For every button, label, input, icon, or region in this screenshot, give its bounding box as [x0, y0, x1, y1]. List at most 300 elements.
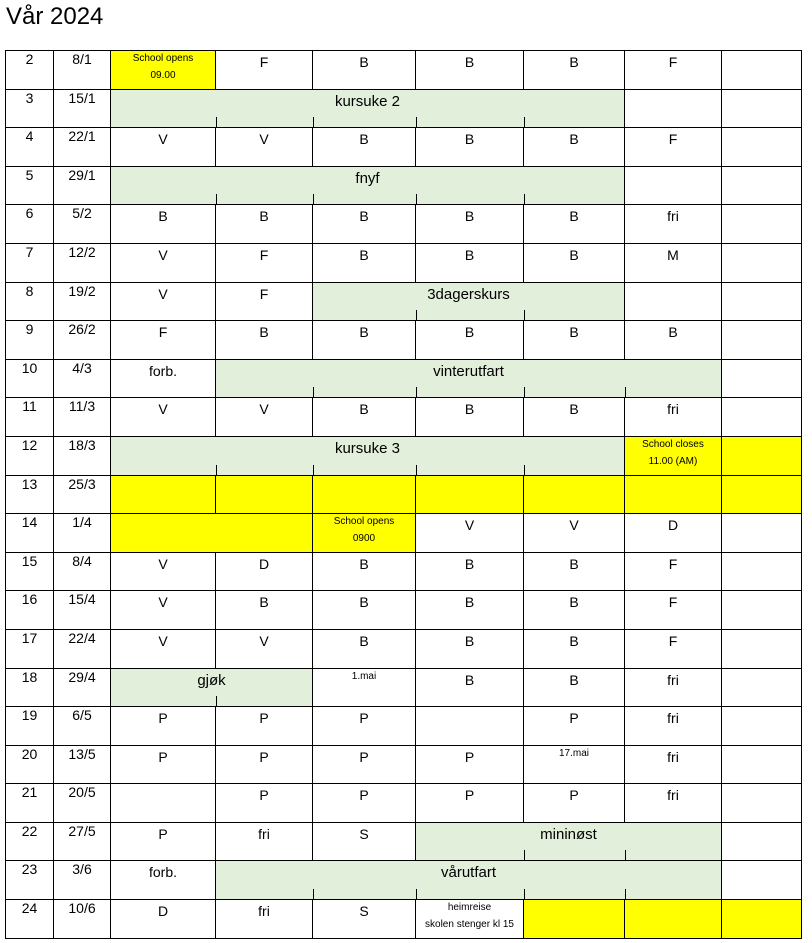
cell-text: vinterutfart	[433, 362, 504, 380]
day-cell	[111, 398, 216, 437]
day-divider-tick	[524, 117, 525, 127]
week-date: 19/2	[54, 282, 111, 321]
day-cell	[216, 900, 313, 939]
day-cell	[216, 243, 313, 282]
cell-text: P	[464, 787, 475, 804]
cell-text: V	[158, 555, 168, 572]
day-cell	[216, 321, 313, 360]
day-cell	[111, 321, 216, 360]
table-row	[6, 166, 802, 205]
day-cell	[722, 707, 802, 746]
week-date: 22/1	[54, 128, 111, 167]
day-cell	[524, 128, 625, 167]
week-number: 7	[6, 243, 54, 282]
cell-text: fri	[258, 825, 270, 842]
day-cell	[722, 205, 802, 244]
cell-text	[722, 90, 801, 93]
cell-text: V	[158, 131, 168, 148]
day-cell	[111, 822, 216, 861]
day-divider-tick	[625, 889, 626, 899]
day-cell	[313, 900, 416, 939]
day-cell	[625, 475, 722, 514]
day-cell	[416, 629, 524, 668]
day-cell	[524, 552, 625, 591]
day-cell	[216, 707, 313, 746]
cell-text: B	[668, 324, 678, 341]
day-divider-tick	[416, 310, 417, 320]
day-divider-tick	[313, 387, 314, 397]
cell-text: fnyf	[355, 169, 380, 187]
day-cell	[625, 282, 722, 321]
day-cell	[313, 205, 416, 244]
cell-text: F	[158, 324, 168, 341]
day-divider-tick	[416, 465, 417, 475]
day-cell	[313, 591, 416, 630]
day-cell	[313, 707, 416, 746]
day-divider-tick	[524, 465, 525, 475]
week-date: 15/1	[54, 89, 111, 128]
cell-text	[722, 707, 801, 710]
table-row	[6, 321, 802, 360]
week-number: 2	[6, 51, 54, 90]
day-cell	[524, 321, 625, 360]
day-cell	[111, 128, 216, 167]
week-date: 8/4	[54, 552, 111, 591]
cell-text	[722, 437, 801, 440]
table-row	[6, 51, 802, 90]
cell-text: B	[464, 246, 475, 263]
day-cell	[111, 591, 216, 630]
day-cell	[625, 321, 722, 360]
day-cell	[313, 398, 416, 437]
cell-text: fri	[667, 401, 679, 418]
cell-text	[722, 669, 801, 672]
week-date: 3/6	[54, 861, 111, 900]
day-cell	[524, 51, 625, 90]
day-cell	[625, 243, 722, 282]
table-row	[6, 243, 802, 282]
cell-text: V	[158, 632, 168, 649]
cell-text: B	[464, 401, 475, 418]
cell-text	[722, 630, 801, 633]
cell-text: B	[359, 208, 369, 225]
cell-text	[722, 746, 801, 749]
cell-text: P	[569, 710, 579, 727]
day-cell	[722, 89, 802, 128]
cell-text: 17.mai	[558, 747, 589, 759]
cell-text	[722, 823, 801, 826]
cell-text: D	[157, 903, 169, 920]
cell-text: P	[359, 748, 369, 765]
week-number: 3	[6, 89, 54, 128]
day-divider-tick	[216, 696, 217, 706]
day-cell	[313, 243, 416, 282]
day-cell	[722, 243, 802, 282]
day-cell	[625, 668, 722, 707]
cell-text: P	[259, 710, 269, 727]
cell-text: S	[359, 825, 369, 842]
cell-text	[722, 360, 801, 363]
day-cell	[722, 166, 802, 205]
day-cell	[313, 514, 416, 553]
day-cell	[111, 514, 313, 553]
cell-text: V	[259, 632, 269, 649]
day-cell	[625, 51, 722, 90]
day-cell	[416, 205, 524, 244]
cell-text	[625, 167, 721, 170]
day-cell	[111, 784, 216, 823]
table-row	[6, 398, 802, 437]
day-divider-tick	[216, 117, 217, 127]
cell-text: V	[158, 401, 168, 418]
day-cell	[111, 707, 216, 746]
page-title: Vår 2024	[6, 3, 104, 30]
cell-text: S	[359, 903, 369, 920]
cell-text: B	[359, 594, 369, 611]
cell-subtext: skolen stenger kl 15	[425, 919, 514, 931]
day-divider-tick	[625, 387, 626, 397]
table-row	[6, 707, 802, 746]
table-row	[6, 861, 802, 900]
day-cell	[625, 784, 722, 823]
cell-text: School closes	[642, 438, 704, 450]
day-cell	[524, 745, 625, 784]
day-cell	[416, 784, 524, 823]
day-cell	[722, 784, 802, 823]
day-cell	[313, 784, 416, 823]
day-cell	[416, 128, 524, 167]
cell-text: P	[259, 748, 269, 765]
week-date: 8/1	[54, 51, 111, 90]
cell-text: B	[569, 555, 579, 572]
table-row	[6, 282, 802, 321]
week-number: 23	[6, 861, 54, 900]
week-number: 13	[6, 475, 54, 514]
day-cell	[416, 51, 524, 90]
cell-text: F	[668, 632, 678, 649]
cell-text: F	[668, 54, 678, 70]
cell-text: V	[158, 285, 168, 302]
day-divider-tick	[416, 194, 417, 204]
day-divider-tick	[313, 889, 314, 899]
cell-text: kursuke 2	[334, 92, 401, 110]
cell-text: B	[569, 208, 579, 225]
cell-text: 3dagerskurs	[427, 285, 510, 303]
day-cell	[313, 668, 416, 707]
cell-text: B	[569, 594, 579, 611]
cell-text: B	[259, 594, 269, 611]
cell-text: kursuke 3	[334, 439, 401, 457]
day-cell	[524, 668, 625, 707]
table-row	[6, 359, 802, 398]
cell-text: M	[667, 246, 679, 263]
cell-text	[722, 514, 801, 517]
cell-subtext: 09.00	[150, 70, 176, 81]
week-date: 29/4	[54, 668, 111, 707]
week-date: 18/3	[54, 436, 111, 475]
cell-text: fri	[258, 903, 270, 920]
day-cell	[416, 668, 524, 707]
table-row	[6, 591, 802, 630]
day-cell	[416, 900, 524, 939]
day-cell	[313, 51, 416, 90]
cell-text	[722, 476, 801, 479]
event-block	[111, 668, 313, 707]
table-row	[6, 475, 802, 514]
day-cell	[524, 629, 625, 668]
cell-text: F	[668, 555, 678, 572]
cell-text: B	[359, 246, 369, 263]
day-cell	[111, 475, 216, 514]
day-cell	[524, 784, 625, 823]
day-cell	[216, 552, 313, 591]
day-cell	[416, 745, 524, 784]
day-divider-tick	[524, 194, 525, 204]
table-row	[6, 629, 802, 668]
cell-text: F	[668, 131, 678, 148]
cell-text: F	[668, 594, 678, 611]
day-cell	[524, 707, 625, 746]
day-cell	[722, 629, 802, 668]
cell-text	[625, 900, 721, 903]
cell-text	[722, 398, 801, 401]
day-divider-tick	[313, 117, 314, 127]
table-row	[6, 205, 802, 244]
week-date: 29/1	[54, 166, 111, 205]
day-cell	[524, 475, 625, 514]
cell-text	[722, 167, 801, 170]
day-cell	[111, 205, 216, 244]
cell-text: V	[259, 131, 269, 148]
day-cell	[216, 51, 313, 90]
cell-text: B	[359, 401, 369, 418]
cell-text: B	[464, 131, 475, 148]
day-cell	[313, 629, 416, 668]
day-cell	[416, 591, 524, 630]
week-number: 18	[6, 668, 54, 707]
cell-text: P	[259, 787, 269, 804]
week-number: 16	[6, 591, 54, 630]
day-cell	[313, 321, 416, 360]
day-cell	[313, 128, 416, 167]
cell-text	[722, 321, 801, 324]
day-cell	[625, 900, 722, 939]
week-number: 21	[6, 784, 54, 823]
cell-text: B	[259, 208, 269, 225]
week-number: 17	[6, 629, 54, 668]
week-number: 12	[6, 436, 54, 475]
day-cell	[625, 514, 722, 553]
cell-text	[722, 553, 801, 556]
cell-text	[216, 476, 312, 479]
cell-text: B	[464, 54, 475, 70]
day-cell	[625, 591, 722, 630]
cell-text	[111, 784, 215, 787]
week-number: 24	[6, 900, 54, 939]
schedule-body	[6, 51, 802, 939]
cell-text: F	[259, 54, 269, 70]
day-cell	[722, 591, 802, 630]
day-cell	[722, 861, 802, 900]
week-number: 5	[6, 166, 54, 205]
day-cell	[216, 745, 313, 784]
cell-subtext: 11.00 (AM)	[648, 455, 698, 467]
cell-text: B	[464, 324, 475, 341]
cell-text	[524, 476, 624, 479]
day-cell	[722, 514, 802, 553]
cell-text: forb.	[148, 362, 177, 379]
schedule-table	[5, 50, 802, 939]
day-cell	[722, 282, 802, 321]
day-divider-tick	[524, 310, 525, 320]
cell-text: P	[569, 787, 579, 804]
week-date: 27/5	[54, 822, 111, 861]
cell-text	[722, 128, 801, 131]
day-cell	[111, 359, 216, 398]
day-cell	[722, 822, 802, 861]
day-cell	[111, 282, 216, 321]
week-date: 5/2	[54, 205, 111, 244]
cell-text: B	[359, 555, 369, 572]
day-cell	[416, 321, 524, 360]
cell-text	[722, 591, 801, 594]
cell-text: B	[464, 555, 475, 572]
cell-text: heimreise	[447, 902, 492, 914]
day-divider-tick	[416, 117, 417, 127]
day-cell	[625, 436, 722, 475]
cell-text	[625, 283, 721, 286]
table-row	[6, 822, 802, 861]
cell-text: V	[569, 517, 579, 534]
cell-text: V	[158, 594, 168, 611]
cell-text: B	[158, 208, 168, 225]
week-date: 4/3	[54, 359, 111, 398]
cell-text	[313, 476, 415, 479]
cell-text: School opens	[333, 516, 395, 528]
day-divider-tick	[625, 850, 626, 860]
week-date: 11/3	[54, 398, 111, 437]
cell-text: F	[259, 285, 269, 302]
day-cell	[625, 89, 722, 128]
cell-text	[111, 476, 215, 479]
day-divider-tick	[524, 850, 525, 860]
week-date: 15/4	[54, 591, 111, 630]
week-number: 20	[6, 745, 54, 784]
cell-text	[722, 784, 801, 787]
cell-text: B	[359, 324, 369, 341]
week-date: 12/2	[54, 243, 111, 282]
day-cell	[313, 822, 416, 861]
day-cell	[416, 514, 524, 553]
cell-text: School opens	[132, 53, 194, 64]
day-cell	[625, 629, 722, 668]
day-cell	[111, 861, 216, 900]
event-block	[416, 822, 722, 861]
week-date: 25/3	[54, 475, 111, 514]
event-block	[111, 166, 625, 205]
day-cell	[216, 784, 313, 823]
day-cell	[111, 552, 216, 591]
week-date: 22/4	[54, 629, 111, 668]
week-number: 15	[6, 552, 54, 591]
cell-text: gjøk	[197, 671, 226, 689]
day-cell	[722, 359, 802, 398]
week-number: 11	[6, 398, 54, 437]
day-divider-tick	[313, 194, 314, 204]
cell-text: B	[569, 632, 579, 649]
cell-text: B	[464, 671, 475, 688]
table-row	[6, 514, 802, 553]
cell-text	[416, 707, 523, 710]
day-cell	[416, 398, 524, 437]
cell-text: P	[158, 710, 168, 727]
day-cell	[625, 205, 722, 244]
day-cell	[216, 629, 313, 668]
week-number: 14	[6, 514, 54, 553]
week-date: 10/6	[54, 900, 111, 939]
cell-text	[722, 51, 801, 54]
cell-text: D	[258, 555, 270, 572]
cell-text: fri	[667, 748, 679, 765]
cell-text: D	[667, 517, 679, 534]
cell-text: 1.mai	[351, 670, 377, 682]
cell-text: B	[569, 671, 579, 688]
day-divider-tick	[416, 387, 417, 397]
week-date: 13/5	[54, 745, 111, 784]
day-cell	[625, 166, 722, 205]
day-cell	[416, 243, 524, 282]
day-cell	[722, 398, 802, 437]
day-divider-tick	[216, 465, 217, 475]
table-row	[6, 745, 802, 784]
week-date: 20/5	[54, 784, 111, 823]
day-cell	[111, 629, 216, 668]
day-cell	[722, 745, 802, 784]
cell-text: B	[569, 246, 579, 263]
table-row	[6, 900, 802, 939]
day-cell	[524, 205, 625, 244]
week-date: 6/5	[54, 707, 111, 746]
week-number: 8	[6, 282, 54, 321]
cell-text: B	[464, 594, 475, 611]
day-cell	[722, 552, 802, 591]
day-cell	[416, 552, 524, 591]
table-row	[6, 436, 802, 475]
day-cell	[216, 282, 313, 321]
day-cell	[313, 475, 416, 514]
week-number: 19	[6, 707, 54, 746]
table-row	[6, 668, 802, 707]
cell-text: P	[359, 787, 369, 804]
event-block	[313, 282, 625, 321]
event-block	[111, 89, 625, 128]
week-date: 26/2	[54, 321, 111, 360]
cell-text: vårutfart	[440, 864, 497, 882]
day-cell	[111, 243, 216, 282]
cell-text: P	[464, 748, 475, 765]
cell-text: mininøst	[540, 825, 597, 843]
day-cell	[625, 552, 722, 591]
day-cell	[625, 745, 722, 784]
cell-text	[722, 861, 801, 864]
day-cell	[722, 668, 802, 707]
cell-text: B	[569, 324, 579, 341]
day-cell	[111, 900, 216, 939]
day-cell	[524, 243, 625, 282]
day-cell	[722, 321, 802, 360]
table-row	[6, 552, 802, 591]
cell-text: fri	[667, 671, 679, 688]
